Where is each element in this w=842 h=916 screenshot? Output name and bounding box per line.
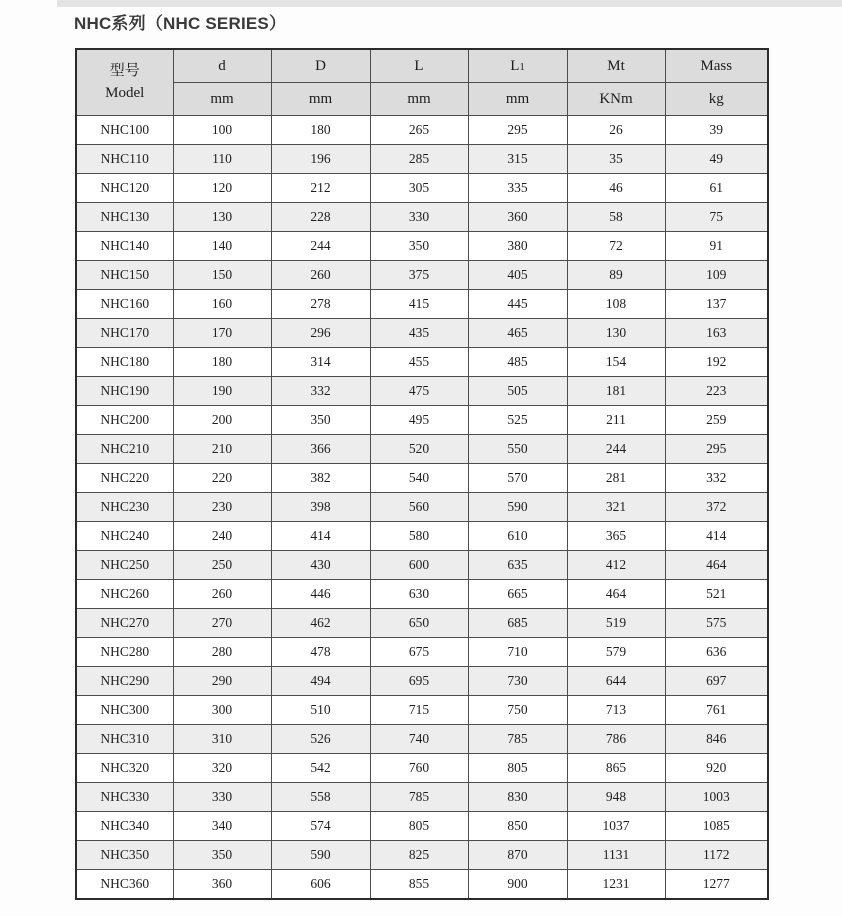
column-unit-l [370, 83, 468, 116]
value-cell: 475 [370, 377, 468, 406]
table-row [76, 696, 768, 725]
model-cell: NHC340 [76, 812, 173, 841]
table-row [76, 783, 768, 812]
spec-table [75, 48, 769, 900]
value-cell: 220 [173, 464, 271, 493]
value-cell: 120 [173, 174, 271, 203]
model-header-en: Model [105, 84, 145, 101]
model-cell: NHC220 [76, 464, 173, 493]
value-cell: 948 [567, 783, 665, 812]
value-cell: 372 [665, 493, 768, 522]
value-cell: 75 [665, 203, 768, 232]
model-cell: NHC350 [76, 841, 173, 870]
column-unit-label: mm [308, 90, 333, 107]
value-cell: 740 [370, 725, 468, 754]
value-cell: 340 [173, 812, 271, 841]
model-cell: NHC260 [76, 580, 173, 609]
table-row [76, 870, 768, 900]
value-cell: 494 [271, 667, 370, 696]
value-cell: 695 [370, 667, 468, 696]
value-cell: 610 [468, 522, 567, 551]
table-row [76, 638, 768, 667]
value-cell: 211 [567, 406, 665, 435]
value-cell: 485 [468, 348, 567, 377]
column-name-label: Mt [607, 57, 625, 74]
column-header-dd [271, 49, 370, 83]
value-cell: 570 [468, 464, 567, 493]
value-cell: 521 [665, 580, 768, 609]
value-cell: 920 [665, 754, 768, 783]
value-cell: 192 [665, 348, 768, 377]
value-cell: 315 [468, 145, 567, 174]
value-cell: 46 [567, 174, 665, 203]
table-row [76, 232, 768, 261]
value-cell: 35 [567, 145, 665, 174]
value-cell: 1131 [567, 841, 665, 870]
value-cell: 575 [665, 609, 768, 638]
column-unit-label: mm [505, 90, 530, 107]
value-cell: 250 [173, 551, 271, 580]
model-cell: NHC120 [76, 174, 173, 203]
value-cell: 260 [271, 261, 370, 290]
header-name-row [76, 49, 768, 83]
value-cell: 825 [370, 841, 468, 870]
value-cell: 590 [468, 493, 567, 522]
value-cell: 39 [665, 116, 768, 145]
value-cell: 579 [567, 638, 665, 667]
value-cell: 89 [567, 261, 665, 290]
table-row [76, 348, 768, 377]
table-row [76, 435, 768, 464]
model-cell: NHC230 [76, 493, 173, 522]
table-row [76, 174, 768, 203]
column-name-label: Mass [700, 57, 733, 74]
column-header-model [76, 49, 173, 116]
value-cell: 212 [271, 174, 370, 203]
value-cell: 150 [173, 261, 271, 290]
column-name-label: d [218, 57, 226, 74]
value-cell: 61 [665, 174, 768, 203]
value-cell: 230 [173, 493, 271, 522]
model-cell: NHC310 [76, 725, 173, 754]
table-row [76, 290, 768, 319]
value-cell: 100 [173, 116, 271, 145]
table-row [76, 319, 768, 348]
value-cell: 414 [665, 522, 768, 551]
model-cell: NHC360 [76, 870, 173, 900]
column-unit-label: kg [708, 90, 724, 107]
value-cell: 1003 [665, 783, 768, 812]
value-cell: 160 [173, 290, 271, 319]
value-cell: 180 [173, 348, 271, 377]
value-cell: 1172 [665, 841, 768, 870]
value-cell: 108 [567, 290, 665, 319]
value-cell: 350 [173, 841, 271, 870]
value-cell: 398 [271, 493, 370, 522]
value-cell: 805 [468, 754, 567, 783]
value-cell: 606 [271, 870, 370, 900]
value-cell: 580 [370, 522, 468, 551]
table-header [76, 49, 768, 116]
value-cell: 405 [468, 261, 567, 290]
value-cell: 295 [665, 435, 768, 464]
value-cell: 519 [567, 609, 665, 638]
value-cell: 590 [271, 841, 370, 870]
value-cell: 140 [173, 232, 271, 261]
column-unit-label: mm [407, 90, 431, 107]
value-cell: 685 [468, 609, 567, 638]
column-unit-l1 [468, 83, 567, 116]
value-cell: 550 [468, 435, 567, 464]
model-cell: NHC180 [76, 348, 173, 377]
value-cell: 260 [173, 580, 271, 609]
model-cell: NHC170 [76, 319, 173, 348]
value-cell: 110 [173, 145, 271, 174]
value-cell: 850 [468, 812, 567, 841]
page-title: NHC系列（NHC SERIES） [74, 14, 287, 33]
value-cell: 181 [567, 377, 665, 406]
value-cell: 495 [370, 406, 468, 435]
model-cell: NHC110 [76, 145, 173, 174]
value-cell: 332 [665, 464, 768, 493]
value-cell: 697 [665, 667, 768, 696]
value-cell: 713 [567, 696, 665, 725]
value-cell: 280 [173, 638, 271, 667]
value-cell: 58 [567, 203, 665, 232]
table-row [76, 551, 768, 580]
value-cell: 305 [370, 174, 468, 203]
value-cell: 1085 [665, 812, 768, 841]
model-header-zh: 型号 [109, 62, 140, 79]
value-cell: 750 [468, 696, 567, 725]
value-cell: 360 [173, 870, 271, 900]
value-cell: 435 [370, 319, 468, 348]
value-cell: 270 [173, 609, 271, 638]
header-unit-row [76, 83, 768, 116]
value-cell: 332 [271, 377, 370, 406]
column-unit-mt [567, 83, 665, 116]
model-cell: NHC190 [76, 377, 173, 406]
value-cell: 72 [567, 232, 665, 261]
value-cell: 730 [468, 667, 567, 696]
value-cell: 846 [665, 725, 768, 754]
column-unit-label: mm [210, 90, 234, 107]
table-row [76, 116, 768, 145]
value-cell: 335 [468, 174, 567, 203]
column-name-subscript: 1 [519, 61, 525, 73]
table-row [76, 841, 768, 870]
value-cell: 190 [173, 377, 271, 406]
value-cell: 228 [271, 203, 370, 232]
value-cell: 465 [468, 319, 567, 348]
value-cell: 285 [370, 145, 468, 174]
value-cell: 330 [370, 203, 468, 232]
value-cell: 365 [567, 522, 665, 551]
table-row [76, 406, 768, 435]
value-cell: 525 [468, 406, 567, 435]
column-header-mass [665, 49, 768, 83]
model-cell: NHC200 [76, 406, 173, 435]
value-cell: 320 [173, 754, 271, 783]
model-cell: NHC160 [76, 290, 173, 319]
column-header-l [370, 49, 468, 83]
model-cell: NHC210 [76, 435, 173, 464]
value-cell: 196 [271, 145, 370, 174]
column-unit-d [173, 83, 271, 116]
value-cell: 314 [271, 348, 370, 377]
value-cell: 360 [468, 203, 567, 232]
value-cell: 240 [173, 522, 271, 551]
column-unit-label: KNm [599, 90, 633, 107]
value-cell: 455 [370, 348, 468, 377]
value-cell: 130 [567, 319, 665, 348]
column-name-label: L [414, 57, 424, 74]
table-row [76, 203, 768, 232]
column-header-l1 [468, 49, 567, 83]
value-cell: 259 [665, 406, 768, 435]
value-cell: 600 [370, 551, 468, 580]
value-cell: 446 [271, 580, 370, 609]
value-cell: 870 [468, 841, 567, 870]
model-cell: NHC250 [76, 551, 173, 580]
value-cell: 49 [665, 145, 768, 174]
model-cell: NHC280 [76, 638, 173, 667]
value-cell: 785 [370, 783, 468, 812]
value-cell: 170 [173, 319, 271, 348]
value-cell: 430 [271, 551, 370, 580]
model-cell: NHC320 [76, 754, 173, 783]
model-cell: NHC140 [76, 232, 173, 261]
model-cell: NHC290 [76, 667, 173, 696]
column-name-label: L [510, 57, 520, 74]
value-cell: 855 [370, 870, 468, 900]
value-cell: 296 [271, 319, 370, 348]
value-cell: 665 [468, 580, 567, 609]
value-cell: 415 [370, 290, 468, 319]
value-cell: 526 [271, 725, 370, 754]
value-cell: 163 [665, 319, 768, 348]
value-cell: 350 [271, 406, 370, 435]
table-row [76, 464, 768, 493]
value-cell: 478 [271, 638, 370, 667]
value-cell: 210 [173, 435, 271, 464]
table-row [76, 261, 768, 290]
value-cell: 412 [567, 551, 665, 580]
value-cell: 630 [370, 580, 468, 609]
value-cell: 223 [665, 377, 768, 406]
table-row [76, 609, 768, 638]
column-header-d [173, 49, 271, 83]
value-cell: 761 [665, 696, 768, 725]
value-cell: 281 [567, 464, 665, 493]
value-cell: 295 [468, 116, 567, 145]
top-edge-strip [57, 0, 842, 7]
value-cell: 109 [665, 261, 768, 290]
value-cell: 244 [567, 435, 665, 464]
value-cell: 278 [271, 290, 370, 319]
value-cell: 785 [468, 725, 567, 754]
table-row [76, 580, 768, 609]
value-cell: 330 [173, 783, 271, 812]
model-cell: NHC150 [76, 261, 173, 290]
table-row [76, 145, 768, 174]
value-cell: 350 [370, 232, 468, 261]
value-cell: 462 [271, 609, 370, 638]
value-cell: 321 [567, 493, 665, 522]
table-row [76, 667, 768, 696]
value-cell: 414 [271, 522, 370, 551]
model-cell: NHC270 [76, 609, 173, 638]
model-cell: NHC300 [76, 696, 173, 725]
value-cell: 200 [173, 406, 271, 435]
value-cell: 154 [567, 348, 665, 377]
value-cell: 760 [370, 754, 468, 783]
value-cell: 375 [370, 261, 468, 290]
value-cell: 380 [468, 232, 567, 261]
value-cell: 382 [271, 464, 370, 493]
value-cell: 464 [567, 580, 665, 609]
value-cell: 644 [567, 667, 665, 696]
column-unit-mass [665, 83, 768, 116]
table-row [76, 754, 768, 783]
value-cell: 1037 [567, 812, 665, 841]
table-row [76, 493, 768, 522]
value-cell: 137 [665, 290, 768, 319]
column-unit-dd [271, 83, 370, 116]
value-cell: 865 [567, 754, 665, 783]
value-cell: 464 [665, 551, 768, 580]
value-cell: 675 [370, 638, 468, 667]
value-cell: 91 [665, 232, 768, 261]
value-cell: 366 [271, 435, 370, 464]
value-cell: 805 [370, 812, 468, 841]
model-cell: NHC100 [76, 116, 173, 145]
value-cell: 180 [271, 116, 370, 145]
value-cell: 445 [468, 290, 567, 319]
value-cell: 510 [271, 696, 370, 725]
value-cell: 715 [370, 696, 468, 725]
value-cell: 560 [370, 493, 468, 522]
value-cell: 650 [370, 609, 468, 638]
table-row [76, 522, 768, 551]
model-cell: NHC330 [76, 783, 173, 812]
value-cell: 290 [173, 667, 271, 696]
value-cell: 540 [370, 464, 468, 493]
value-cell: 300 [173, 696, 271, 725]
value-cell: 635 [468, 551, 567, 580]
value-cell: 265 [370, 116, 468, 145]
value-cell: 574 [271, 812, 370, 841]
value-cell: 542 [271, 754, 370, 783]
table-row [76, 377, 768, 406]
value-cell: 900 [468, 870, 567, 900]
model-cell: NHC130 [76, 203, 173, 232]
value-cell: 310 [173, 725, 271, 754]
column-name-label: D [315, 57, 326, 74]
value-cell: 1231 [567, 870, 665, 900]
column-header-mt [567, 49, 665, 83]
value-cell: 710 [468, 638, 567, 667]
table-body [76, 116, 768, 900]
value-cell: 505 [468, 377, 567, 406]
table-row [76, 812, 768, 841]
value-cell: 520 [370, 435, 468, 464]
value-cell: 1277 [665, 870, 768, 900]
table-row [76, 725, 768, 754]
value-cell: 244 [271, 232, 370, 261]
value-cell: 830 [468, 783, 567, 812]
value-cell: 786 [567, 725, 665, 754]
value-cell: 636 [665, 638, 768, 667]
value-cell: 26 [567, 116, 665, 145]
value-cell: 558 [271, 783, 370, 812]
model-cell: NHC240 [76, 522, 173, 551]
value-cell: 130 [173, 203, 271, 232]
